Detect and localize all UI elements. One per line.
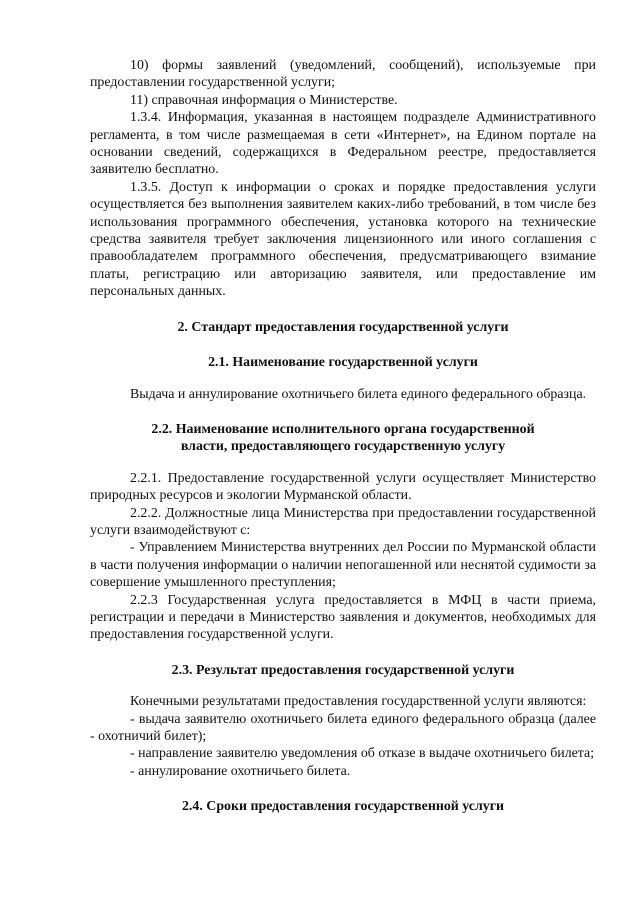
paragraph: - направление заявителю уведомления об отказе в выдаче охотничьего билета; — [130, 746, 595, 762]
section-heading-2-2-line2: власти, предоставляющего государственную услугу — [180, 439, 506, 455]
document-page — [90, 57, 596, 816]
paragraph: Выдача и аннулирование охотничьего билета единого федерального образца. — [130, 386, 587, 402]
paragraph: Конечными результатами предоставления государственной услуги являются: — [130, 694, 587, 710]
section-heading-2-4: 2.4. Сроки предоставления государственной услуги — [181, 799, 505, 815]
section-heading-2-3: 2.3. Результат предоставления государственной услуги — [171, 662, 515, 678]
paragraph: 2.2.1. Предоставление государственной услуги осуществляет Министерство природных ресурсов и экологии Мурманской области. — [90, 470, 596, 504]
paragraph: 11) справочная информация о Министерстве. — [130, 92, 398, 108]
paragraph: 2.2.2. Должностные лица Министерства при предоставлении государственной услуги взаимодействуют с: — [90, 505, 596, 538]
paragraph: 1.3.5. Доступ к информации о сроках и порядке предоставления услуги осуществляется без выполнения заявителем каких-либо требований, в том числе без использования программного обеспечения, установка которого на технические средства заявителя требует заключения лицензионного или иного соглашения с правообладателем программного обеспечения, предусматривающего взимание платы, регистрацию или авторизацию заявителя, или предоставление им персональных данных. — [90, 179, 596, 300]
section-heading-2-2-line1: 2.2. Наименование исполнительного органа государственной — [151, 421, 535, 437]
paragraph: 2.2.3 Государственная услуга предоставляется в МФЦ в части приема, регистрации и передачи в Министерство заявления и документов, необходимых для предоставления государственной услуги. — [90, 592, 596, 643]
paragraph: 1.3.4. Информация, указанная в настоящем подразделе Административного регламента, в том числе размещаемая в сети «Интернет», на Едином портале на основании сведений, содержащихся в Федеральном реестре, предоставляется заявителю бесплатно. — [90, 110, 596, 178]
paragraph: - выдача заявителю охотничьего билета единого федерального образца (далее - охотничий билет); — [90, 711, 596, 744]
section-heading-2-1: 2.1. Наименование государственной услуги — [208, 355, 478, 371]
paragraph: 10) формы заявлений (уведомлений, сообщений), используемые при предоставлении государственной услуги; — [90, 58, 596, 91]
paragraph: - Управлением Министерства внутренних дел России по Мурманской области в части получения информации о наличии непогашенной или неснятой судимости за совершение умышленного преступления; — [90, 540, 596, 591]
paragraph: - аннулирование охотничьего билета. — [130, 763, 351, 779]
section-heading-2: 2. Стандарт предоставления государственной услуги — [177, 319, 509, 335]
